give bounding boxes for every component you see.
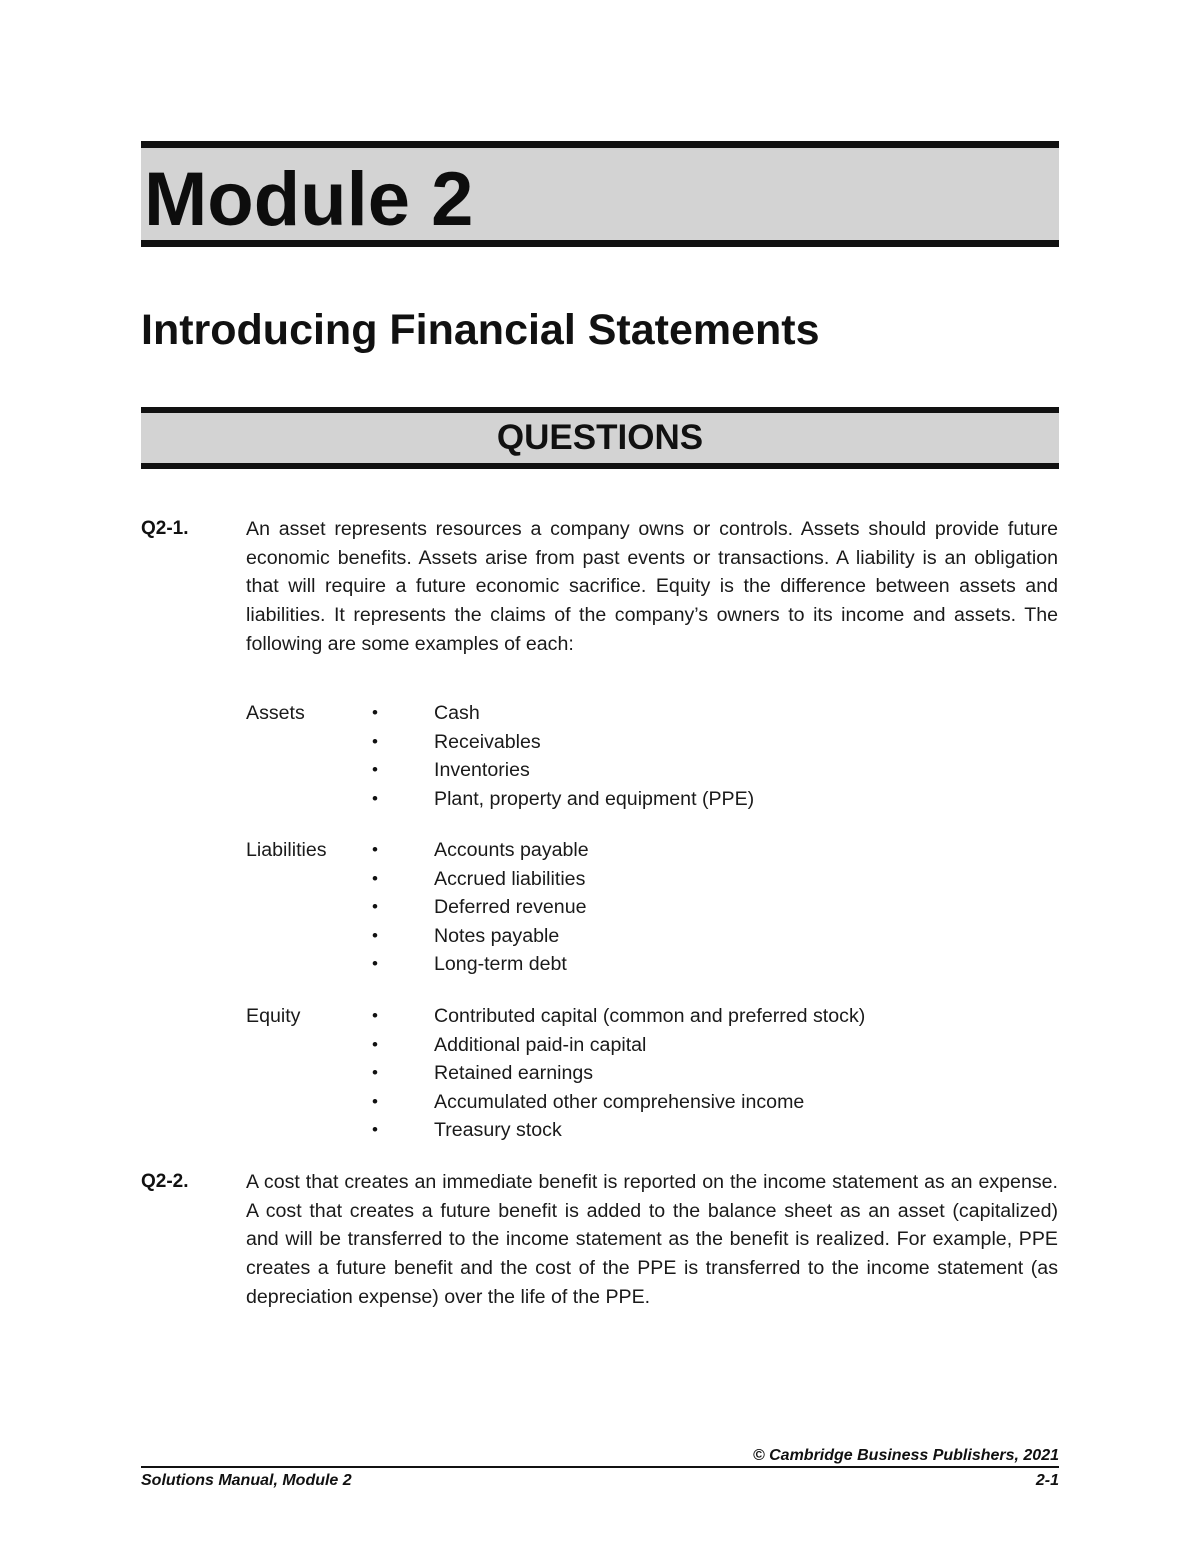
list-item-text: Receivables [434,730,541,753]
bullet-icon: • [372,1063,378,1082]
bullet-icon: • [372,731,378,751]
list-item-text: Notes payable [434,924,560,947]
list-item-text: Additional paid-in capital [434,1033,647,1056]
list-item-text: Cash [434,702,480,724]
list-item-text: Contributed capital (common and preferred stock) [434,1005,866,1027]
module-title-band [141,141,1059,247]
section-title: QUESTIONS [496,418,704,457]
bullet-icon: • [372,760,378,779]
footer-manual-title: Solutions Manual, Module 2 [141,1472,352,1489]
question-answer-text: An asset represents resources a company owns or controls. Assets should provide future economic benefits. Assets arise from past events or transactions. A liability is an obligation that will require a future economic sacrifice. Equity is the difference between assets and liabilities. It represents the claims of the company’s owners to its income and assets. The following are some examples of each: [246,518,1058,655]
category-label-equity: Equity [246,1005,301,1027]
list-item-text: Treasury stock [434,1119,562,1141]
section-header-band [141,407,1059,469]
question-answer-text: A cost that creates an immediate benefit is reported on the income statement as an expense. A cost that creates a future benefit is added to the balance sheet as an asset (capitalized) and will be transferred to the income statement as the benefit is realized. For example, PPE creates a future benefit and the cost of the PPE is transferred to the income statement (as depreciation expense) over the life of the PPE. [246,1171,1058,1308]
list-item-text: Accumulated other comprehensive income [434,1090,805,1113]
list-item-text: Deferred revenue [434,896,587,918]
list-item-text: Plant, property and equipment (PPE) [434,787,755,810]
question-label: Q2-1. [141,518,189,539]
bullet-icon: • [372,788,378,808]
bullet-icon: • [372,1034,378,1054]
bullet-icon: • [372,703,378,722]
module-title: Module 2 [144,157,474,242]
list-item-text: Long-term debt [434,953,567,975]
bullet-icon: • [372,1006,378,1025]
bullet-icon: • [372,897,378,916]
list-item-text: Accrued liabilities [434,867,586,890]
footer-divider [141,1466,1059,1468]
bullet-icon: • [372,840,378,859]
bullet-icon: • [372,868,378,888]
chapter-subtitle: Introducing Financial Statements [141,306,820,354]
list-item-text: Retained earnings [434,1062,594,1084]
category-label-liabilities: Liabilities [246,839,327,861]
category-label-assets: Assets [246,702,305,724]
bullet-icon: • [372,1120,378,1139]
bullet-icon: • [372,954,378,973]
page-number: 2-1 [1035,1472,1059,1489]
bullet-icon: • [372,925,378,945]
question-label: Q2-2. [141,1171,189,1192]
list-item-text: Accounts payable [434,839,589,861]
list-item-text: Inventories [434,759,530,781]
footer-copyright: © Cambridge Business Publishers, 2021 [752,1447,1059,1464]
bullet-icon: • [372,1091,378,1111]
